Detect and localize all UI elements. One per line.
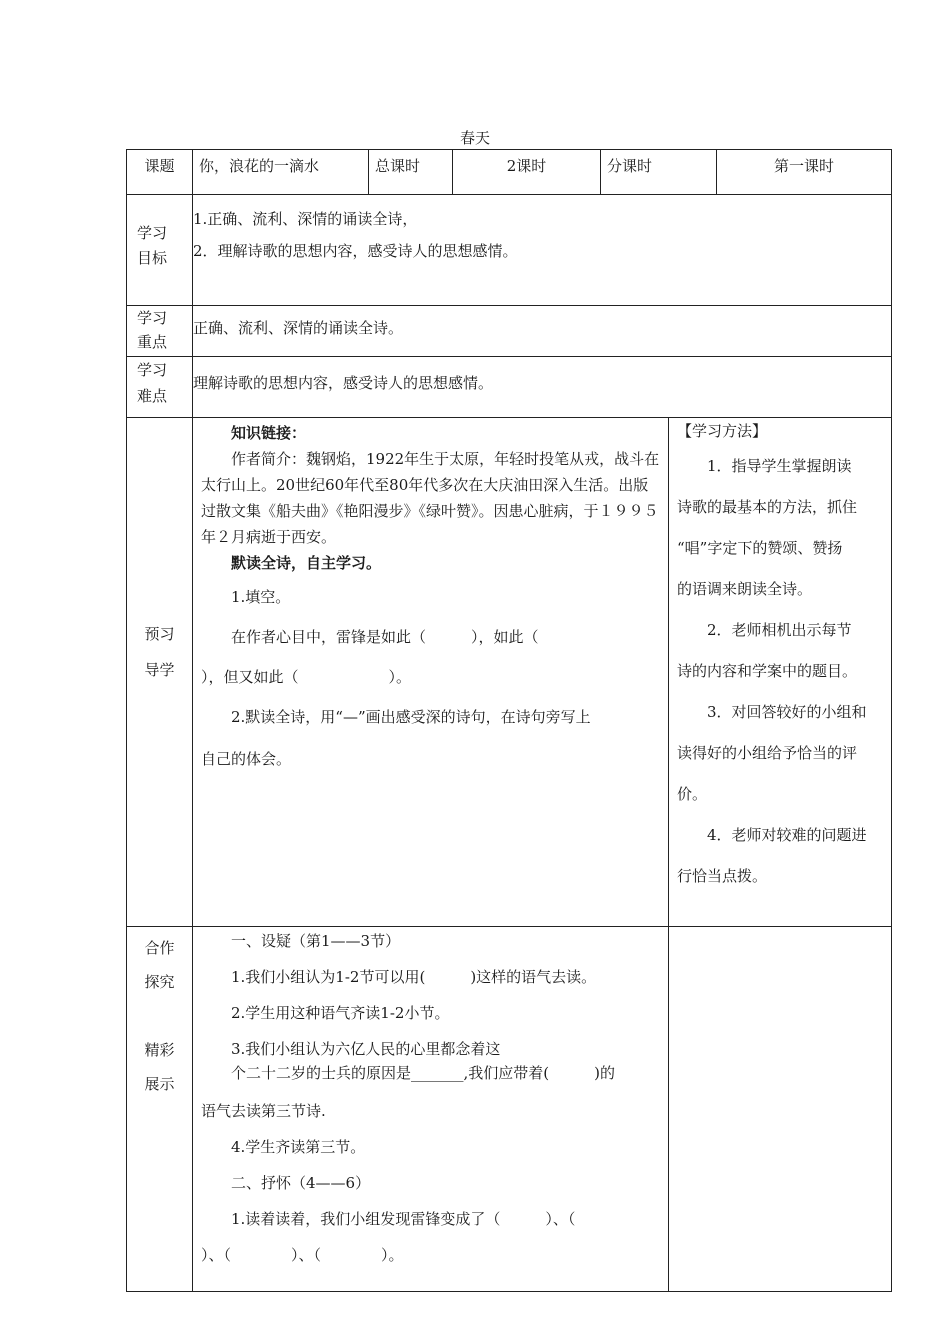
topic-value: 你，浪花的一滴水 [193,150,369,195]
cooperation-row [127,927,892,1292]
cooperation-label: 合作 探究 精彩 展示 [127,927,193,1292]
difficulties-content: 理解诗歌的思想内容，感受诗人的思想感情。 [193,357,892,418]
method-line: 诗的内容和学案中的题目。 [677,662,858,680]
section-1-question-4: 4.学生齐读第三节。 [231,1138,366,1156]
page-title: 春天 [459,129,490,147]
key-points-row [127,306,892,357]
knowledge-heading: 知识链接： [231,424,307,442]
preview-row [127,418,892,927]
section-2-heading: 二、抒怀（4——6） [231,1174,371,1192]
method-line: 行恰当点拨。 [677,867,768,885]
question-1-line-1: 在作者心目中，雷锋是如此（ ），如此（ [231,628,539,646]
objective-item: 1.正确、流利、深情的诵读全诗， [193,210,418,228]
method-line: 读得好的小组给予恰当的评 [677,744,858,762]
method-line: “唱”字定下的赞颂、赞扬 [677,539,843,557]
section-1-question-2: 2.学生用这种语气齐读1-2小节。 [231,1004,450,1022]
sub-hours-label: 分课时 [601,150,717,195]
section-1-question-3-line-2: 个二十二岁的士兵的原因是_______,我们应带着( )的 [231,1064,615,1082]
section-1-question-3-line-3: 语气去读第三节诗. [201,1102,326,1120]
key-points-content: 正确、流利、深情的诵读全诗。 [193,306,892,357]
total-hours-value: 2课时 [453,150,601,195]
difficulties-row [127,357,892,418]
question-2-line-2: 自己的体会。 [201,750,292,768]
topic-label: 课题 [127,150,193,195]
preview-label: 预习 导学 [127,418,193,927]
section-2-question-1-line-1: 1.读着读着，我们小组发现雷锋变成了（ ）、（ [231,1210,576,1228]
self-study-heading: 默读全诗，自主学习。 [231,554,382,572]
question-1-title: 1.填空。 [231,588,291,606]
section-1-heading: 一、设疑（第1——3节） [231,932,401,950]
total-hours-label: 总课时 [369,150,453,195]
method-line: 2．老师相机出示每节 [707,621,852,639]
question-1-line-2: ），但又如此（ ）。 [201,668,412,686]
objectives-content [193,195,892,306]
preview-content [193,418,669,927]
method-line: 3．对回答较好的小组和 [707,703,867,721]
sub-hours-value: 第一课时 [717,150,892,195]
section-2-question-1-line-2: ）、（ ）、（ ）。 [201,1246,404,1264]
key-points-label: 学习 重点 [127,306,193,357]
study-method-panel [669,418,892,927]
method-line: 1．指导学生掌握朗读 [707,457,852,475]
cooperation-notes-cell [669,927,892,1292]
lesson-plan-table [126,149,892,1292]
section-1-question-1: 1.我们小组认为1-2节可以用( )这样的语气去读。 [231,968,597,986]
method-line: 4．老师对较难的问题进 [707,826,867,844]
study-method-heading: 【学习方法】 [677,422,768,440]
objectives-label: 学习 目标 [127,195,193,306]
section-1-question-3-line-1: 3.我们小组认为六亿人民的心里都念着这 [231,1040,501,1058]
method-line: 诗歌的最基本的方法，抓住 [677,498,858,516]
difficulties-label: 学习 难点 [127,357,193,418]
header-row [127,150,892,195]
objectives-row [127,195,892,306]
objective-item: 2．理解诗歌的思想内容，感受诗人的思想感情。 [193,242,518,260]
question-2-line-1: 2.默读全诗，用“—”画出感受深的诗句，在诗句旁写上 [231,708,591,726]
author-intro: 作者简介：魏钢焰，1922年生于太原，年轻时投笔从戎，战斗在太行山上。20世纪60年代至80年代多次在大庆油田深入生活。出版过散文集《船夫曲》《艳阳漫步》《绿叶赞》。因患心脏病，于１９９５年２月病逝于西安。 [201,450,660,546]
method-line: 的语调来朗读全诗。 [677,580,813,598]
cooperation-content [193,927,669,1292]
method-line: 价。 [677,785,708,803]
